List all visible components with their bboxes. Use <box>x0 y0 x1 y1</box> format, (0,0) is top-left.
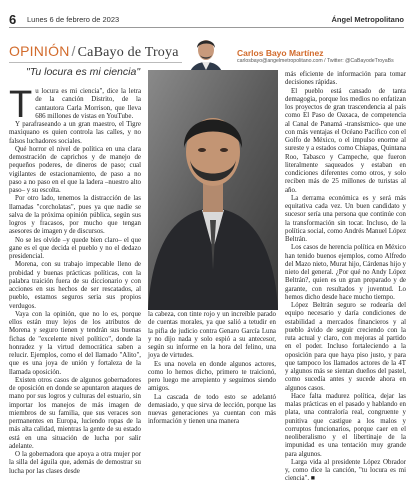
lead-text: u locura es mi ciencia", dice la letra de la canción Distrito, de la cantautora Carla Morrison, que lleva 686 millones de vistas en YouTube. <box>35 88 141 120</box>
page-number: 6 <box>9 12 17 27</box>
author-contact: carlosbayo@angelmetropolitano.com / Twitter: @CaBayodeTroyaBs <box>237 58 394 64</box>
paragraph: Y parafraseando a un gran maestro, el Tigre maxiquano es quien controla las calles, y no falsos luchadores sociales. <box>9 121 141 145</box>
paragraph: El pueblo está cansado de tanta demagogia, porque los medios no enfatizan los proyectos de gran trascendencia al país como El Paso de Oaxaca, de competencia al Canal de Panamá -transísmico- que une con más ventajas el Océano Pacífico con el Golfo de México, o el impulso enorme al sureste y a estados como Chiapas, Quintana Roo, Tabasco y Campeche, que fueron literalmente saqueados y estaban en condiciones diferentes como otros, y solo reciben más de 25 millones de turistas al año. <box>285 87 406 194</box>
paragraph: la cabeza, con tinte rojo y un increíble parado de cuentas morales, ya que salió a tetudir en la pifia de judicio contra Genaro García Luna y no dijo nada y solo espió a su antecesor, según su informe en la hora del felino, una joya de virtudes. <box>148 311 276 360</box>
article-photo <box>148 70 278 310</box>
article-column-2 <box>148 311 276 475</box>
paragraph: O la gobernadora que apoya a otra mujer por la silla del águila que, además de demostrar su lucha por las clases desde <box>9 451 141 475</box>
paragraph: La cascada de todo esto se adelantó demasiado, y que sirva de lección, porque las nuevas generaciones ya cuentan con más información y tienen una manera <box>148 393 276 426</box>
issue-date: Lunes 6 de febrero de 2023 <box>27 15 120 24</box>
paragraph: Hace falta madurez política, dejar las malas prácticas en el pasado y hablando en plata, una contraloría real, congruente y punitiva que castigue a los malos y corruptos funcionarios, porque caer en el neoliberalismo y el libertinaje de la impunidad es una tentación muy grande para algunos. <box>285 392 406 458</box>
section-label: OPINIÓN <box>9 43 70 59</box>
page-header <box>0 0 414 30</box>
paragraph: Vaya con la opinión, que no lo es, porque ellos están muy lejos de los atributos de Morena y seguro tienen y tendrán sus buenas fichas de "excelente nivel político", donde la honradez y la virtud democrática saben a relucir. Ejemplos, como el del llamado "Alito", que es una joya de unión y fortaleza de la llamada oposición. <box>9 310 141 376</box>
article-headline: "Tu locura es mi ciencia" <box>26 66 141 78</box>
paragraph: Morena, con su trabajo impecable lleno de probidad y buenas prácticas políticas, con la palabra traición fuera de su diccionario y con acciones en sus hechos de ser rescatados, al pueblo, estamos seguros seria sus propios verdugos. <box>9 261 141 310</box>
section-separator: / <box>71 43 76 59</box>
paragraph: Larga vida al presidente López Obrador y, como dice la canción, "tu locura es mi ciencia". ■ <box>285 458 406 483</box>
section-rule <box>9 62 194 63</box>
paragraph: Los casos de herencia política en México han tenido buenos ejemplos, como Alfredo del Mazo nieto, Murat hijo, Cárdenas hijo y nieto del general. ¿Por qué no Andy López Beltrán?, quien es un gran preparado y de garante, con resultados y juventud. Lo hemos dicho desde hace mucho tiempo. <box>285 244 406 301</box>
paragraph: Existen otros casos de algunos gobernadores de oposición en donde se apuntaron ataques de mano por sus logros y culturas del estuario, sin importar los manejos de más imagen de miembros de su familia, que sus veraces son permanentes en Europa, luciendo ropas de la más alta calidad, mientras la gente de su estado está en una situación de lucha por salir adelante. <box>9 376 141 450</box>
lead-paragraph <box>9 84 141 126</box>
paragraph: Qué horror el nivel de política en una clara demostración de caprichos y de manejo de pequeños poderes, de dineros de paso; cual vigilantes de estacionamiento, de paso a no paso a no paso en el que la ladera –nuestro alto paso– y su escolta. <box>9 145 141 194</box>
drop-cap: T <box>9 84 33 126</box>
paragraph: Es una novela en donde algunos actores, como lo hemos dicho, primero te traicionó, pero luego me arrepiento y seguimos siendo amigos. <box>148 360 276 393</box>
article-column-3 <box>285 71 406 483</box>
paragraph: La derrama económica es y será más equitativa cada vez. Un buen candidato y sucesor sería una persona que continúe con la transformación sin tocar. Incluso, de la política social, como Andrés Manuel López Beltrán. <box>285 194 406 243</box>
article-column-1 <box>9 84 141 475</box>
section-title <box>9 43 179 61</box>
column-name: CaBayo de Troya <box>77 45 179 60</box>
newspaper-brand: Ángel Metropolitano <box>331 15 404 24</box>
author-name: Carlos Bayo Martínez <box>237 48 324 58</box>
header-rule <box>9 27 404 28</box>
paragraph: No se les olvide –y quede bien claro– el que gane es el que decida el pueblo y no el dedazo presidencial. <box>9 236 141 260</box>
paragraph: Por otro lado, tenemos la distracción de las llamadas "corcholatas", pues ya que nadie se salva de la próxima opinión pública, según sus logros y fracasos, por mucho que tengan asesores de imagen y de discursos. <box>9 195 141 236</box>
paragraph: más eficiente de información para tomar decisiones rápidas. <box>285 71 406 87</box>
paragraph: López Beltrán seguro se rodearía del equipo necesario y daría condiciones de estabilidad a mercados financieros y al pueblo ávido de seguir creciendo con la ruta actual y claro, con mejoras al partido en el poder. Incluso fortaleciendo a la oposición para que haya piso justo, y para que tampoco los llamados actores de la 4T y algunos más se sientan dueños del pastel, como sucedía antes y sucede ahora en algunos casos. <box>285 302 406 392</box>
